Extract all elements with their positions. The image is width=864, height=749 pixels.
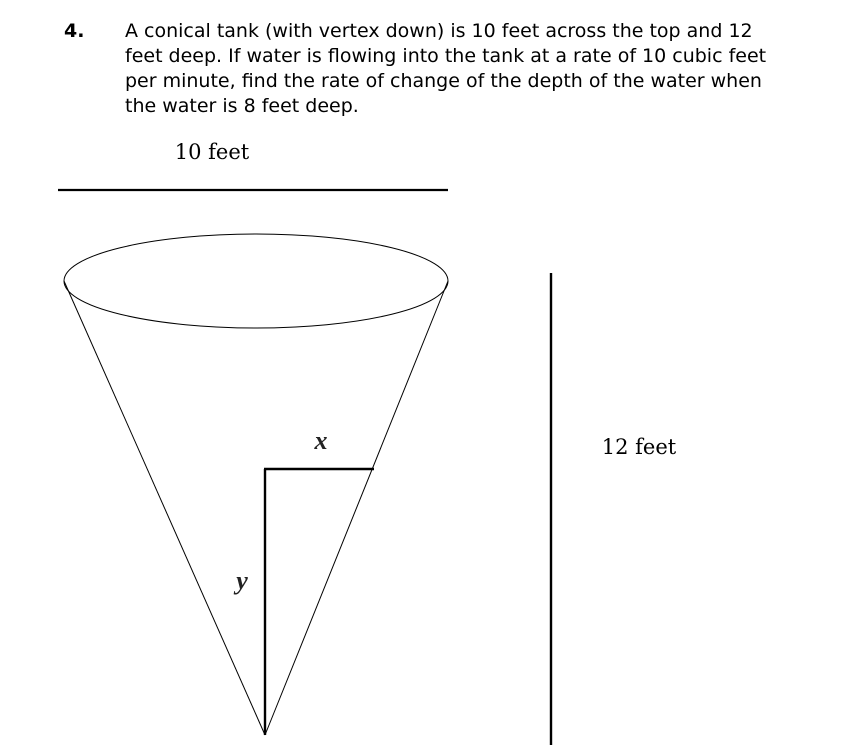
depth-label: 12 feet (601, 435, 677, 459)
y-label: y (236, 566, 248, 595)
cone-right-side (265, 281, 448, 735)
x-label: x (314, 426, 328, 455)
cone-top-ellipse (64, 234, 448, 328)
cone-left-side (64, 281, 265, 735)
problem-text: A conical tank (with vertex down) is 10 feet across the top and 12 feet deep. If water is flowing into the tank at a rate of 10 cubic feet per minute, find the rate of change of the depth of the water when the water is 8 feet deep. (125, 20, 767, 117)
top-width-label: 10 feet (174, 140, 250, 164)
problem-number: 4. (64, 20, 85, 42)
